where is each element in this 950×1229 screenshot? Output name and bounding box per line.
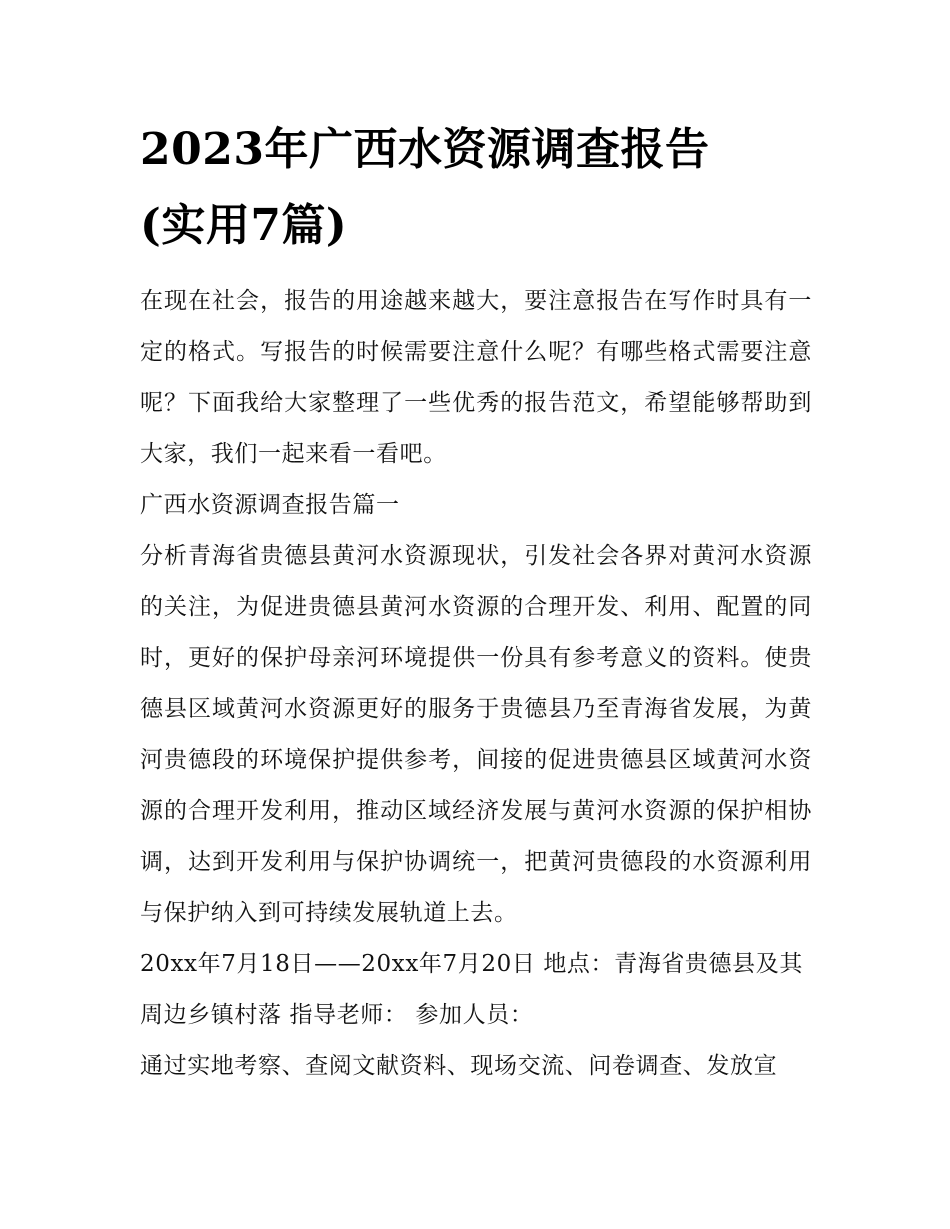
method-paragraph: 通过实地考察、查阅文献资料、现场交流、问卷调查、发放宣 xyxy=(140,1053,778,1079)
title-line-2: (实用7篇) xyxy=(140,200,348,251)
document-title xyxy=(140,112,812,264)
section-heading: 广西水资源调查报告篇一 xyxy=(140,492,400,518)
section-body-paragraph: 分析青海省贵德县黄河水资源现状，引发社会各界对黄河水资源的关注，为促进贵德县黄河水资源的合理开发、利用、配置的同时，更好的保护母亲河环境提供一份具有参考意义的资料。使贵德县区域黄河水资源更好的服务于贵德县乃至青海省发展，为黄河贵德段的环境保护提供参考，间接的促进贵德县区域黄河水资源的合理开发利用，推动区域经济发展与黄河水资源的保护相协调，达到开发利用与保护协调统一，把黄河贵德段的水资源利用与保护纳入到可持续发展轨道上去。 xyxy=(140,543,812,926)
date-location-info: 20xx年7月18日——20xx年7月20日 地点：青海省贵德县及其周边乡镇村落 指导老师： 参加人员： xyxy=(140,951,803,1028)
document-page xyxy=(140,112,812,1092)
title-line-1: 2023年广西水资源调查报告 xyxy=(140,124,710,175)
intro-paragraph: 在现在社会，报告的用途越来越大，要注意报告在写作时具有一定的格式。写报告的时候需要注意什么呢？有哪些格式需要注意呢？下面我给大家整理了一些优秀的报告范文，希望能够帮助到大家，我们一起来看一看吧。 xyxy=(140,288,812,467)
